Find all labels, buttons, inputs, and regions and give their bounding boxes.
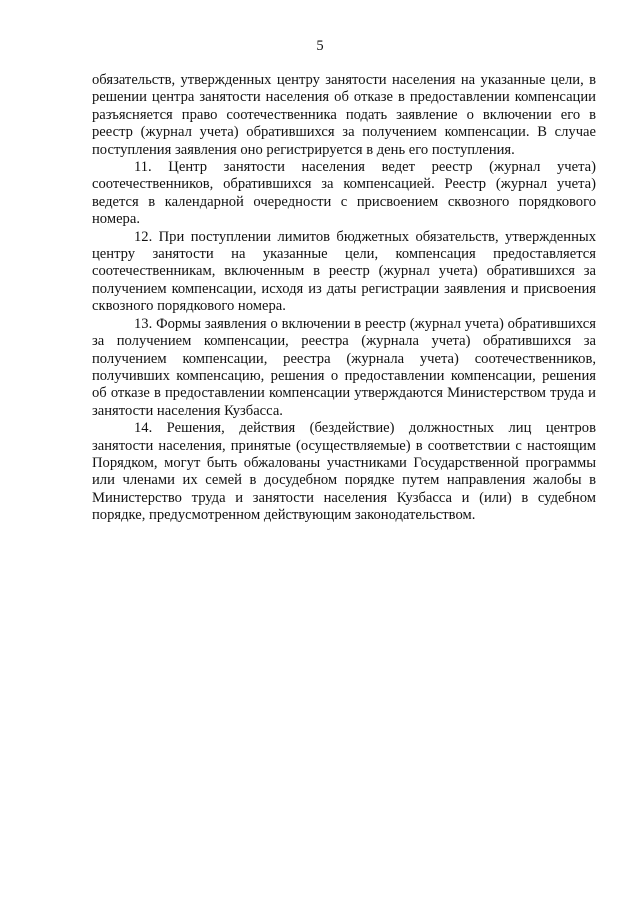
paragraph-11: 11. Центр занятости населения ведет реестр (журнал учета) соотечественников, обратившихся за компенсацией. Реестр (журнал учета) ведется в календарной очередности с присвоением сквозного порядкового номера. <box>92 159 596 228</box>
page-number: 5 <box>316 38 324 54</box>
paragraph-14: 14. Решения, действия (бездействие) должностных лиц центров занятости населения, принятые (осуществляемые) в соответствии с настоящим Порядком, могут быть обжалованы участниками Государственной программы или членами их семей в досудебном порядке путем направления жалобы в Министерство труда и занятости населения Кузбасса и (или) в судебном порядке, предусмотренном действующим законодательством. <box>92 420 596 524</box>
paragraph-continuation: обязательств, утвержденных центру занятости населения на указанные цели, в решении центра занятости населения об отказе в предоставлении компенсации разъясняется право соотечественника подать заявление о включении его в реестр (журнал учета) обратившихся за получением компенсации. В случае поступления заявления оно регистрируется в день его поступления. <box>92 72 596 158</box>
paragraph-13: 13. Формы заявления о включении в реестр (журнал учета) обратившихся за получением компенсации, реестра (журнала учета) обратившихся за получением компенсации, реестра (журнала учета) соотечественников, получивших компенсацию, решения о предоставлении компенсации, решения об отказе в предоставлении компенсации утверждаются Министерством труда и занятости населения Кузбасса. <box>92 315 596 419</box>
document-body <box>92 72 596 525</box>
paragraph-12: 12. При поступлении лимитов бюджетных обязательств, утвержденных центру занятости на указанные цели, компенсация предоставляется соотечественникам, включенным в реестр (журнал учета) обратившихся за получением компенсации, исходя из даты регистрации заявления и присвоения сквозного порядкового номера. <box>92 228 596 315</box>
